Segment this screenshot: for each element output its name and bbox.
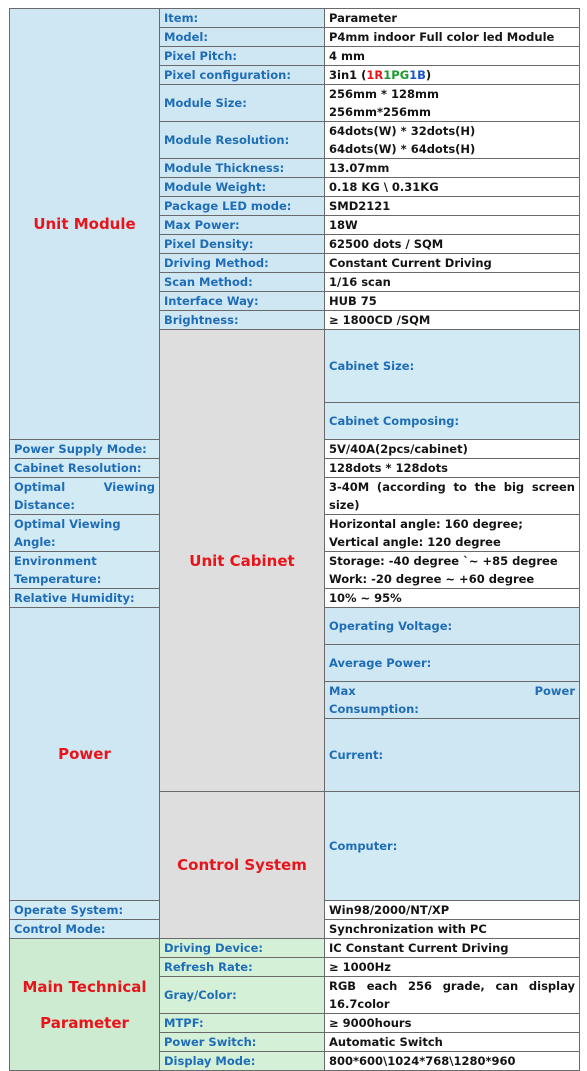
row-key: Control Mode: (10, 920, 160, 939)
row-key: MTPF: (160, 1014, 325, 1033)
row-value: Synchronization with PC (325, 920, 580, 939)
value-line: 256mm*256mm (329, 105, 431, 119)
value-line: 256mm * 128mm (329, 87, 439, 101)
row-value: Automatic Switch (325, 1033, 580, 1052)
section-line: Parameter (40, 1013, 129, 1032)
row-key: Module Thickness: (160, 159, 325, 178)
row-value (325, 85, 580, 122)
key-line: Temperature: (14, 572, 102, 586)
row-key: Gray/Color: (160, 977, 325, 1014)
value-blue: 1B (409, 68, 426, 82)
row-value: ≥ 1000Hz (325, 958, 580, 977)
row-key: Pixel Pitch: (160, 47, 325, 66)
key-line: Consumption: (329, 702, 419, 716)
value-line: Storage: -40 degree `~ +85 degree (329, 554, 558, 568)
section-unit-module: Unit Module (10, 9, 160, 440)
row-value (325, 515, 580, 552)
section-control-system: Control System (160, 792, 325, 939)
row-value: HUB 75 (325, 292, 580, 311)
key-line: Optimal Viewing (14, 480, 155, 494)
row-key: Pixel Density: (160, 235, 325, 254)
value-line: Horizontal angle: 160 degree; (329, 517, 523, 531)
row-key: Power Switch: (160, 1033, 325, 1052)
row-value: 13.07mm (325, 159, 580, 178)
value-line: 64dots(W) * 64dots(H) (329, 142, 476, 156)
row-key: Operating Voltage: (325, 608, 580, 645)
row-key: Module Weight: (160, 178, 325, 197)
table-row (10, 939, 580, 958)
row-key: Refresh Rate: (160, 958, 325, 977)
row-value: Constant Current Driving (325, 254, 580, 273)
row-key: Max Power: (160, 216, 325, 235)
value-line: 64dots(W) * 32dots(H) (329, 124, 476, 138)
row-key (10, 552, 160, 589)
row-key: Cabinet Resolution: (10, 459, 160, 478)
row-key: Model: (160, 28, 325, 47)
row-value: P4mm indoor Full color led Module (325, 28, 580, 47)
row-value: Win98/2000/NT/XP (325, 901, 580, 920)
row-key: Power Supply Mode: (10, 440, 160, 459)
section-main-technical (10, 939, 160, 1071)
row-key: Interface Way: (160, 292, 325, 311)
row-key: Cabinet Composing: (325, 403, 580, 440)
value-line: Work: -20 degree ~ +60 degree (329, 572, 535, 586)
row-key (10, 478, 160, 515)
row-value: 5V/40A(2pcs/cabinet) (325, 440, 580, 459)
table-row (10, 9, 580, 28)
row-key: Driving Device: (160, 939, 325, 958)
row-value: 4 mm (325, 47, 580, 66)
row-key: Average Power: (325, 645, 580, 682)
row-key: Package LED mode: (160, 197, 325, 216)
row-value: ≥ 1800CD /SQM (325, 311, 580, 330)
row-key: Optimal Viewing Angle: (10, 515, 160, 552)
row-key: Relative Humidity: (10, 589, 160, 608)
row-key: Cabinet Size: (325, 330, 580, 403)
row-value: SMD2121 (325, 197, 580, 216)
section-unit-cabinet: Unit Cabinet (160, 330, 325, 792)
row-value (325, 478, 580, 515)
key-line: Max Power (329, 684, 575, 698)
row-key: Scan Method: (160, 273, 325, 292)
value-line: size) (329, 498, 360, 512)
row-value: 62500 dots / SQM (325, 235, 580, 254)
section-power: Power (10, 608, 160, 901)
value-prefix: 3in1 ( (329, 68, 367, 82)
spec-table (9, 8, 580, 1071)
row-key: Current: (325, 719, 580, 792)
row-key: Pixel configuration: (160, 66, 325, 85)
header-item: Item: (160, 9, 325, 28)
row-key (325, 682, 580, 719)
header-parameter: Parameter (325, 9, 580, 28)
section-line: Main Technical (22, 977, 147, 996)
row-value (325, 552, 580, 589)
row-key: Display Mode: (160, 1052, 325, 1071)
value-suffix: ) (425, 68, 432, 82)
key-line: Environment (14, 554, 97, 568)
value-line: RGB each 256 grade, can display (329, 979, 575, 993)
row-value: 128dots * 128dots (325, 459, 580, 478)
row-value: 0.18 KG \ 0.31KG (325, 178, 580, 197)
row-value: 18W (325, 216, 580, 235)
value-line: Vertical angle: 120 degree (329, 535, 501, 549)
value-red: 1R (366, 68, 384, 82)
row-value (325, 122, 580, 159)
row-value: ≥ 9000hours (325, 1014, 580, 1033)
value-green: 1PG (383, 68, 410, 82)
row-value (325, 977, 580, 1014)
row-key: Brightness: (160, 311, 325, 330)
row-key: Module Resolution: (160, 122, 325, 159)
row-value: 800*600\1024*768\1280*960 (325, 1052, 580, 1071)
key-line: Distance: (14, 498, 75, 512)
value-line: 3-40M (according to the big screen (329, 480, 575, 494)
row-key: Driving Method: (160, 254, 325, 273)
row-key: Module Size: (160, 85, 325, 122)
row-key: Operate System: (10, 901, 160, 920)
row-value: 1/16 scan (325, 273, 580, 292)
row-value: 10% ~ 95% (325, 589, 580, 608)
value-line: 16.7color (329, 997, 390, 1011)
row-value: IC Constant Current Driving (325, 939, 580, 958)
row-value (325, 66, 580, 85)
row-key: Computer: (325, 792, 580, 901)
